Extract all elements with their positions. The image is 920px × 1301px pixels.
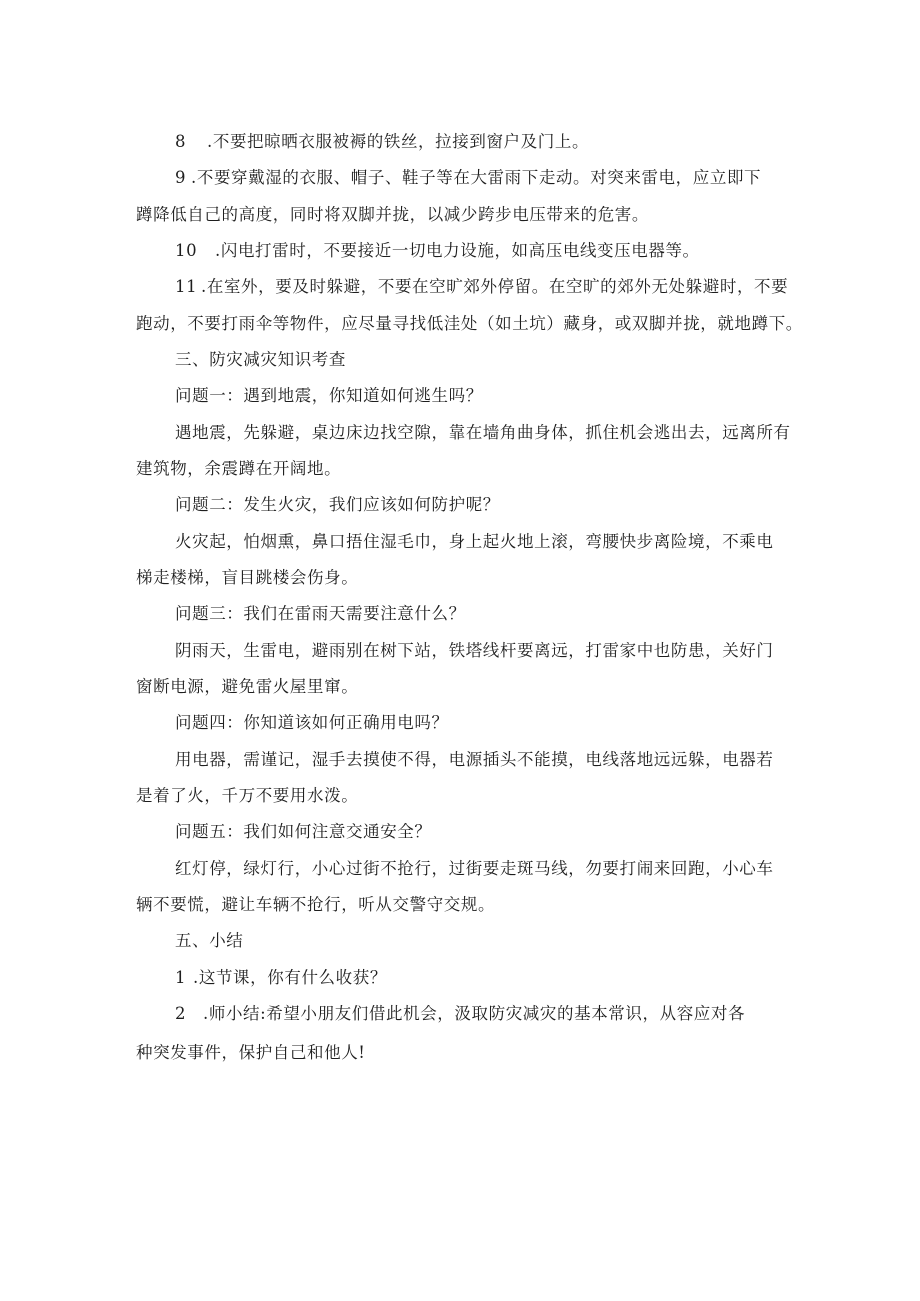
item-9 — [175, 167, 761, 189]
question-2: 问题二：发生火灾，我们应该如何防护呢？ — [175, 495, 500, 514]
answer-2-line-2: 梯走楼梯，盲目跳楼会伤身。 — [136, 568, 359, 587]
item-11 — [175, 276, 788, 298]
summary-1-number: 1 — [175, 968, 187, 987]
item-10-number: 10 — [175, 241, 198, 260]
section-3-heading: 三、防灾减灾知识考查 — [175, 350, 346, 369]
question-3: 问题三：我们在雷雨天需要注意什么？ — [175, 604, 466, 623]
summary-2-number: 2 — [175, 1004, 187, 1023]
item-11-text: .在室外，要及时躲避，不要在空旷郊外停留。在空旷的郊外无处躲避时，不要 — [201, 277, 789, 296]
item-9-text: .不要穿戴湿的衣服、帽子、鞋子等在大雷雨下走动。对突来雷电，应立即下 — [191, 168, 762, 187]
item-9-continuation: 蹲降低自己的高度，同时将双脚并拢，以减少跨步电压带来的危害。 — [136, 205, 649, 224]
summary-2-text: .师小结:希望小朋友们借此机会，汲取防灾减灾的基本常识，从容应对各 — [203, 1004, 746, 1023]
item-9-number: 9 — [175, 168, 187, 187]
item-11-number: 11 — [175, 277, 198, 296]
section-5-heading: 五、小结 — [175, 931, 244, 950]
summary-1-text: .这节课，你有什么收获？ — [193, 968, 387, 987]
question-1: 问题一：遇到地震，你知道如何逃生吗？ — [175, 386, 483, 405]
summary-2 — [175, 1003, 745, 1025]
question-4: 问题四：你知道该如何正确用电吗？ — [175, 713, 449, 732]
item-8-text: .不要把晾晒衣服被褥的铁丝，拉接到窗户及门上。 — [207, 132, 590, 151]
answer-4-line-1: 用电器，需谨记，湿手去摸使不得，电源插头不能摸，电线落地远远躲，电器若 — [175, 750, 774, 769]
answer-5-line-1: 红灯停，绿灯行，小心过街不抢行，过街要走斑马线，勿要打闹来回跑，小心车 — [175, 859, 774, 878]
answer-1-line-2: 建筑物，余震蹲在开阔地。 — [136, 459, 342, 478]
item-8-number: 8 — [175, 132, 187, 151]
answer-4-line-2: 是着了火，千万不要用水泼。 — [136, 786, 359, 805]
question-5: 问题五：我们如何注意交通安全？ — [175, 822, 432, 841]
summary-1 — [175, 967, 387, 989]
answer-3-line-1: 阴雨天，生雷电，避雨别在树下站，铁塔线杆要离远，打雷家中也防患，关好门 — [175, 641, 774, 660]
item-8 — [175, 131, 589, 153]
answer-2-line-1: 火灾起，怕烟熏，鼻口捂住湿毛巾，身上起火地上滚，弯腰快步离险境，不乘电 — [175, 532, 774, 551]
answer-5-line-2: 辆不要慌，避让车辆不抢行，听从交警守交规。 — [136, 895, 496, 914]
item-10 — [175, 240, 700, 262]
answer-1-line-1: 遇地震，先躲避，桌边床边找空隙，靠在墙角曲身体，抓住机会逃出去，远离所有 — [175, 423, 791, 442]
item-11-continuation: 跑动，不要打雨伞等物件，应尽量寻找低洼处（如土坑）藏身，或双脚并拢，就地蹲下。 — [136, 314, 803, 333]
item-10-text: .闪电打雷时，不要接近一切电力设施，如高压电线变压电器等。 — [215, 241, 700, 260]
answer-3-line-2: 窗断电源，避免雷火屋里窜。 — [136, 677, 359, 696]
summary-2-continuation: 种突发事件，保护自己和他人! — [136, 1043, 366, 1062]
